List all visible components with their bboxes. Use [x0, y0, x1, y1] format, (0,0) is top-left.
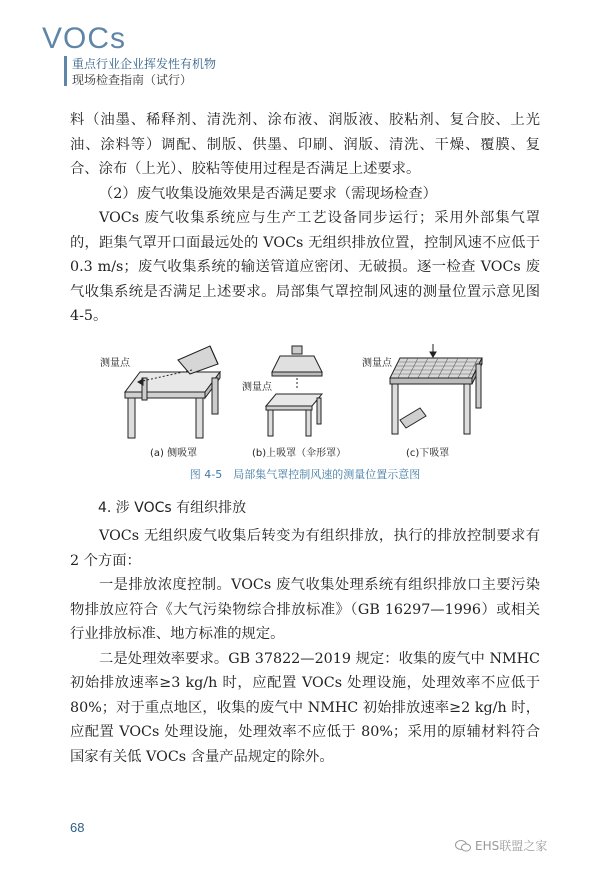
paragraph-materials: 料（油墨、稀释剂、清洗剂、涂布液、润版液、胶粘剂、复合胶、上光油、涂料等）调配、制版、供墨、印刷、润版、清洗、干燥、覆膜、复合、涂布（上光）、胶粘等使用过程是否满足上述要求。 [70, 112, 540, 177]
canopy-hood-illustration [266, 346, 322, 436]
page-number: 68 [70, 820, 85, 835]
watermark [455, 837, 547, 854]
label-canopy-hood: (b)上吸罩（伞形罩） [252, 448, 347, 459]
brand-title: VOCs [42, 22, 127, 55]
wechat-logo-icon [455, 840, 471, 852]
downdraft-hood-illustration [390, 344, 482, 434]
body-top [70, 108, 540, 329]
paragraph-efficiency-requirement: 二是处理效率要求。GB 37822—2019 规定：收集的废气中 NMHC 初始排放速率≥3 kg/h 时，应配置 VOCs 处理设施，处理效率不应低于 80%；对于重点地区，收集的废气中 NMHC 初始排放速率≥2 kg/h 时，应配置 VOCs 处理设施，处理效率不应低于 80%；采用的原辅材料符合国家有关低 VOCs 含量产品规定的除外。 [70, 650, 540, 765]
hood-diagram [100, 342, 520, 460]
header-subtitle-line1: 重点行业企业挥发性有机物 [72, 57, 217, 71]
measure-point-label-a: 测量点 [100, 358, 130, 369]
measure-point-label-b: 测量点 [242, 382, 272, 393]
paragraph-collection-system: VOCs 废气收集系统应与生产工艺设备同步运行；采用外部集气罩的，距集气罩开口面最远处的 VOCs 无组织排放位置，控制风速不应低于 0.3 m/s；废气收集系统的输送管道应密闭、无破损。逐一检查 VOCs 废气收集系统是否满足上述要求。局部集气罩控制风速的测量位置示意见图 4-5。 [70, 210, 540, 324]
label-downdraft-hood: (c)下吸罩 [406, 448, 450, 459]
running-header [42, 22, 282, 88]
figure-caption: 图 4-5 局部集气罩控制风速的测量位置示意图 [189, 468, 421, 481]
side-hood-illustration [125, 346, 220, 438]
paragraph-organized-emission: VOCs 无组织废气收集后转变为有组织排放，执行的排放控制要求有 2 个方面： [70, 528, 540, 569]
paragraph-subheading-2: （2）废气收集设施效果是否满足要求（需现场检查） [99, 185, 437, 202]
section-title: 4. 涉 VOCs 有组织排放 [98, 500, 247, 516]
body-bottom [70, 524, 540, 769]
header-subtitle-line2: 现场检查指南（试行） [72, 73, 193, 87]
measure-point-label-c: 测量点 [362, 358, 392, 369]
header-accent-bar [64, 56, 67, 86]
watermark-text: EHS联盟之家 [475, 839, 548, 853]
label-side-hood: (a) 侧吸罩 [150, 448, 198, 459]
paragraph-concentration-control: 一是排放浓度控制。VOCs 废气收集处理系统有组织排放口主要污染物排放应符合《大气污染物综合排放标准》（GB 16297—1996）或相关行业排放标准、地方标准的规定。 [70, 577, 540, 642]
